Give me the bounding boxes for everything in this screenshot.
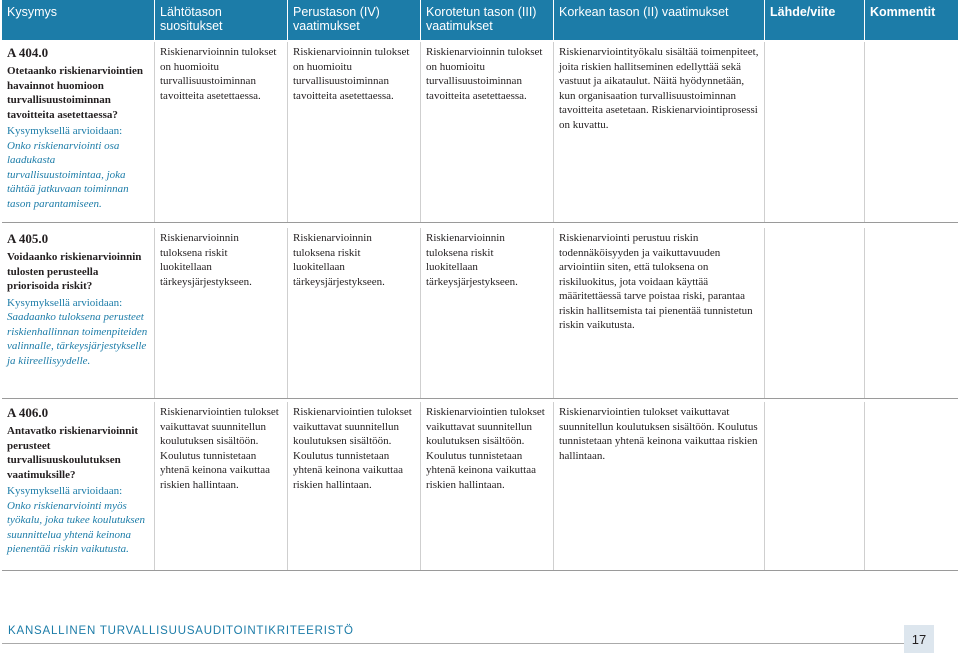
source-cell (765, 228, 865, 398)
question-lead: Kysymyksellä arvioidaan: (7, 485, 123, 497)
row-divider (2, 570, 958, 571)
question-lead: Kysymyksellä arvioidaan: (7, 296, 123, 309)
question-description: Onko riskienarviointi myös työkalu, joka tukee koulutuksen suunnittelua yhtenä keinona pienentää riskin vaikutusta. (7, 499, 146, 555)
header-comments: Kommentit (870, 5, 936, 19)
level-iv-cell: Riskienarvioinnin tulokset on huomioitu turvallisuustoiminnan tavoitteita asetettaessa. (288, 42, 421, 222)
page-number: 17 (904, 625, 934, 653)
comments-cell (865, 228, 958, 398)
level-ii-cell: Riskienarviointien tulokset vaikuttavat suunnitellun koulutuksen sisältöön. Koulutus tunnistetaan yhtenä keinona vaikuttaa riskien hallintaan. (554, 402, 765, 570)
document-title: KANSALLINEN TURVALLISUUSAUDITOINTIKRITEERISTÖ (8, 625, 354, 637)
header-level-iii: Korotetun tason (III) vaatimukset (421, 0, 554, 40)
question-code: A 405.0 (7, 231, 49, 246)
table-row (2, 402, 958, 570)
row-divider (2, 398, 958, 399)
level-iii-cell: Riskienarvioinnin tuloksena riskit luokitellaan tärkeysjärjestykseen. (421, 228, 554, 398)
baseline-cell: Riskienarviointien tulokset vaikuttavat suunnitellun koulutuksen sisältöön. Koulutus tunnistetaan yhtenä keinona vaikuttaa riskien hallintaan. (155, 402, 288, 570)
source-cell (765, 42, 865, 222)
table-header (2, 0, 958, 40)
question-title: Voidaanko riskienarvioinnin tulosten perusteella priorisoida riskit? (7, 251, 142, 292)
question-title: Antavatko riskienarvioinnit perusteet turvallisuuskoulutuksen vaatimuksille? (7, 425, 139, 481)
question-title: Otetaanko riskienarviointien havainnot huomioon turvallisuustoiminnan tavoitteita asetettaessa? (7, 65, 143, 121)
question-lead: Kysymyksellä arvioidaan: (7, 125, 123, 137)
footer-rule (2, 643, 904, 644)
baseline-cell: Riskienarvioinnin tulokset on huomioitu turvallisuustoiminnan tavoitteita asetettaessa. (155, 42, 288, 222)
header-baseline: Lähtötason suositukset (155, 0, 288, 40)
row-divider (2, 222, 958, 223)
header-level-ii: Korkean tason (II) vaatimukset (554, 0, 765, 40)
question-cell (2, 402, 155, 570)
level-ii-cell: Riskienarviointityökalu sisältää toimenpiteet, joita riskien hallitseminen edellyttää sekä vastuut ja aikataulut. Näitä hyödynnetään, kun organisaation turvallisuustoiminnan tavoitteita asetetaan. Riskienarviointiprosessi on kuvattu. (554, 42, 765, 222)
level-iv-cell: Riskienarviointien tulokset vaikuttavat suunnitellun koulutuksen sisältöön. Koulutus tunnistetaan yhtenä keinona vaikuttaa riskien hallintaan. (288, 402, 421, 570)
table-row (2, 42, 958, 222)
comments-cell (865, 42, 958, 222)
header-source: Lähde/viite (765, 0, 865, 40)
question-cell (2, 42, 155, 222)
question-cell (2, 228, 155, 398)
question-description: Saadaanko tuloksena perusteet riskienhallinnan toimenpiteiden valinnalle, tärkeysjärjestykselle ja kiireellisyydelle. (7, 311, 148, 367)
level-iv-cell: Riskienarvioinnin tuloksena riskit luokitellaan tärkeysjärjestykseen. (288, 228, 421, 398)
level-iii-cell: Riskienarvioinnin tulokset on huomioitu turvallisuustoiminnan tavoitteita asetettaessa. (421, 42, 554, 222)
header-question: Kysymys (2, 0, 155, 40)
header-level-iv: Perustason (IV) vaatimukset (288, 0, 421, 40)
comments-cell (865, 402, 958, 570)
table-row (2, 228, 958, 398)
question-code: A 406.0 (7, 405, 49, 420)
level-iii-cell: Riskienarviointien tulokset vaikuttavat suunnitellun koulutuksen sisältöön. Koulutus tunnistetaan yhtenä keinona vaikuttaa riskien hallintaan. (421, 402, 554, 570)
level-ii-cell: Riskienarviointi perustuu riskin todennäköisyyden ja vaikuttavuuden arviointiin siten, että tuloksena on riskiluokitus, jota voidaan käyttää määritettäessä tarve poistaa riski, parantaa riskin hallitsemista tai pienentää tunnistetun riskin vaikutusta. (554, 228, 765, 398)
question-description: Onko riskienarviointi osa laadukasta turvallisuustoimintaa, joka tähtää jatkuvaan toiminnan tason parantamiseen. (7, 139, 129, 210)
source-cell (765, 402, 865, 570)
baseline-cell: Riskienarvioinnin tuloksena riskit luokitellaan tärkeysjärjestykseen. (155, 228, 288, 398)
question-code: A 404.0 (7, 45, 49, 60)
